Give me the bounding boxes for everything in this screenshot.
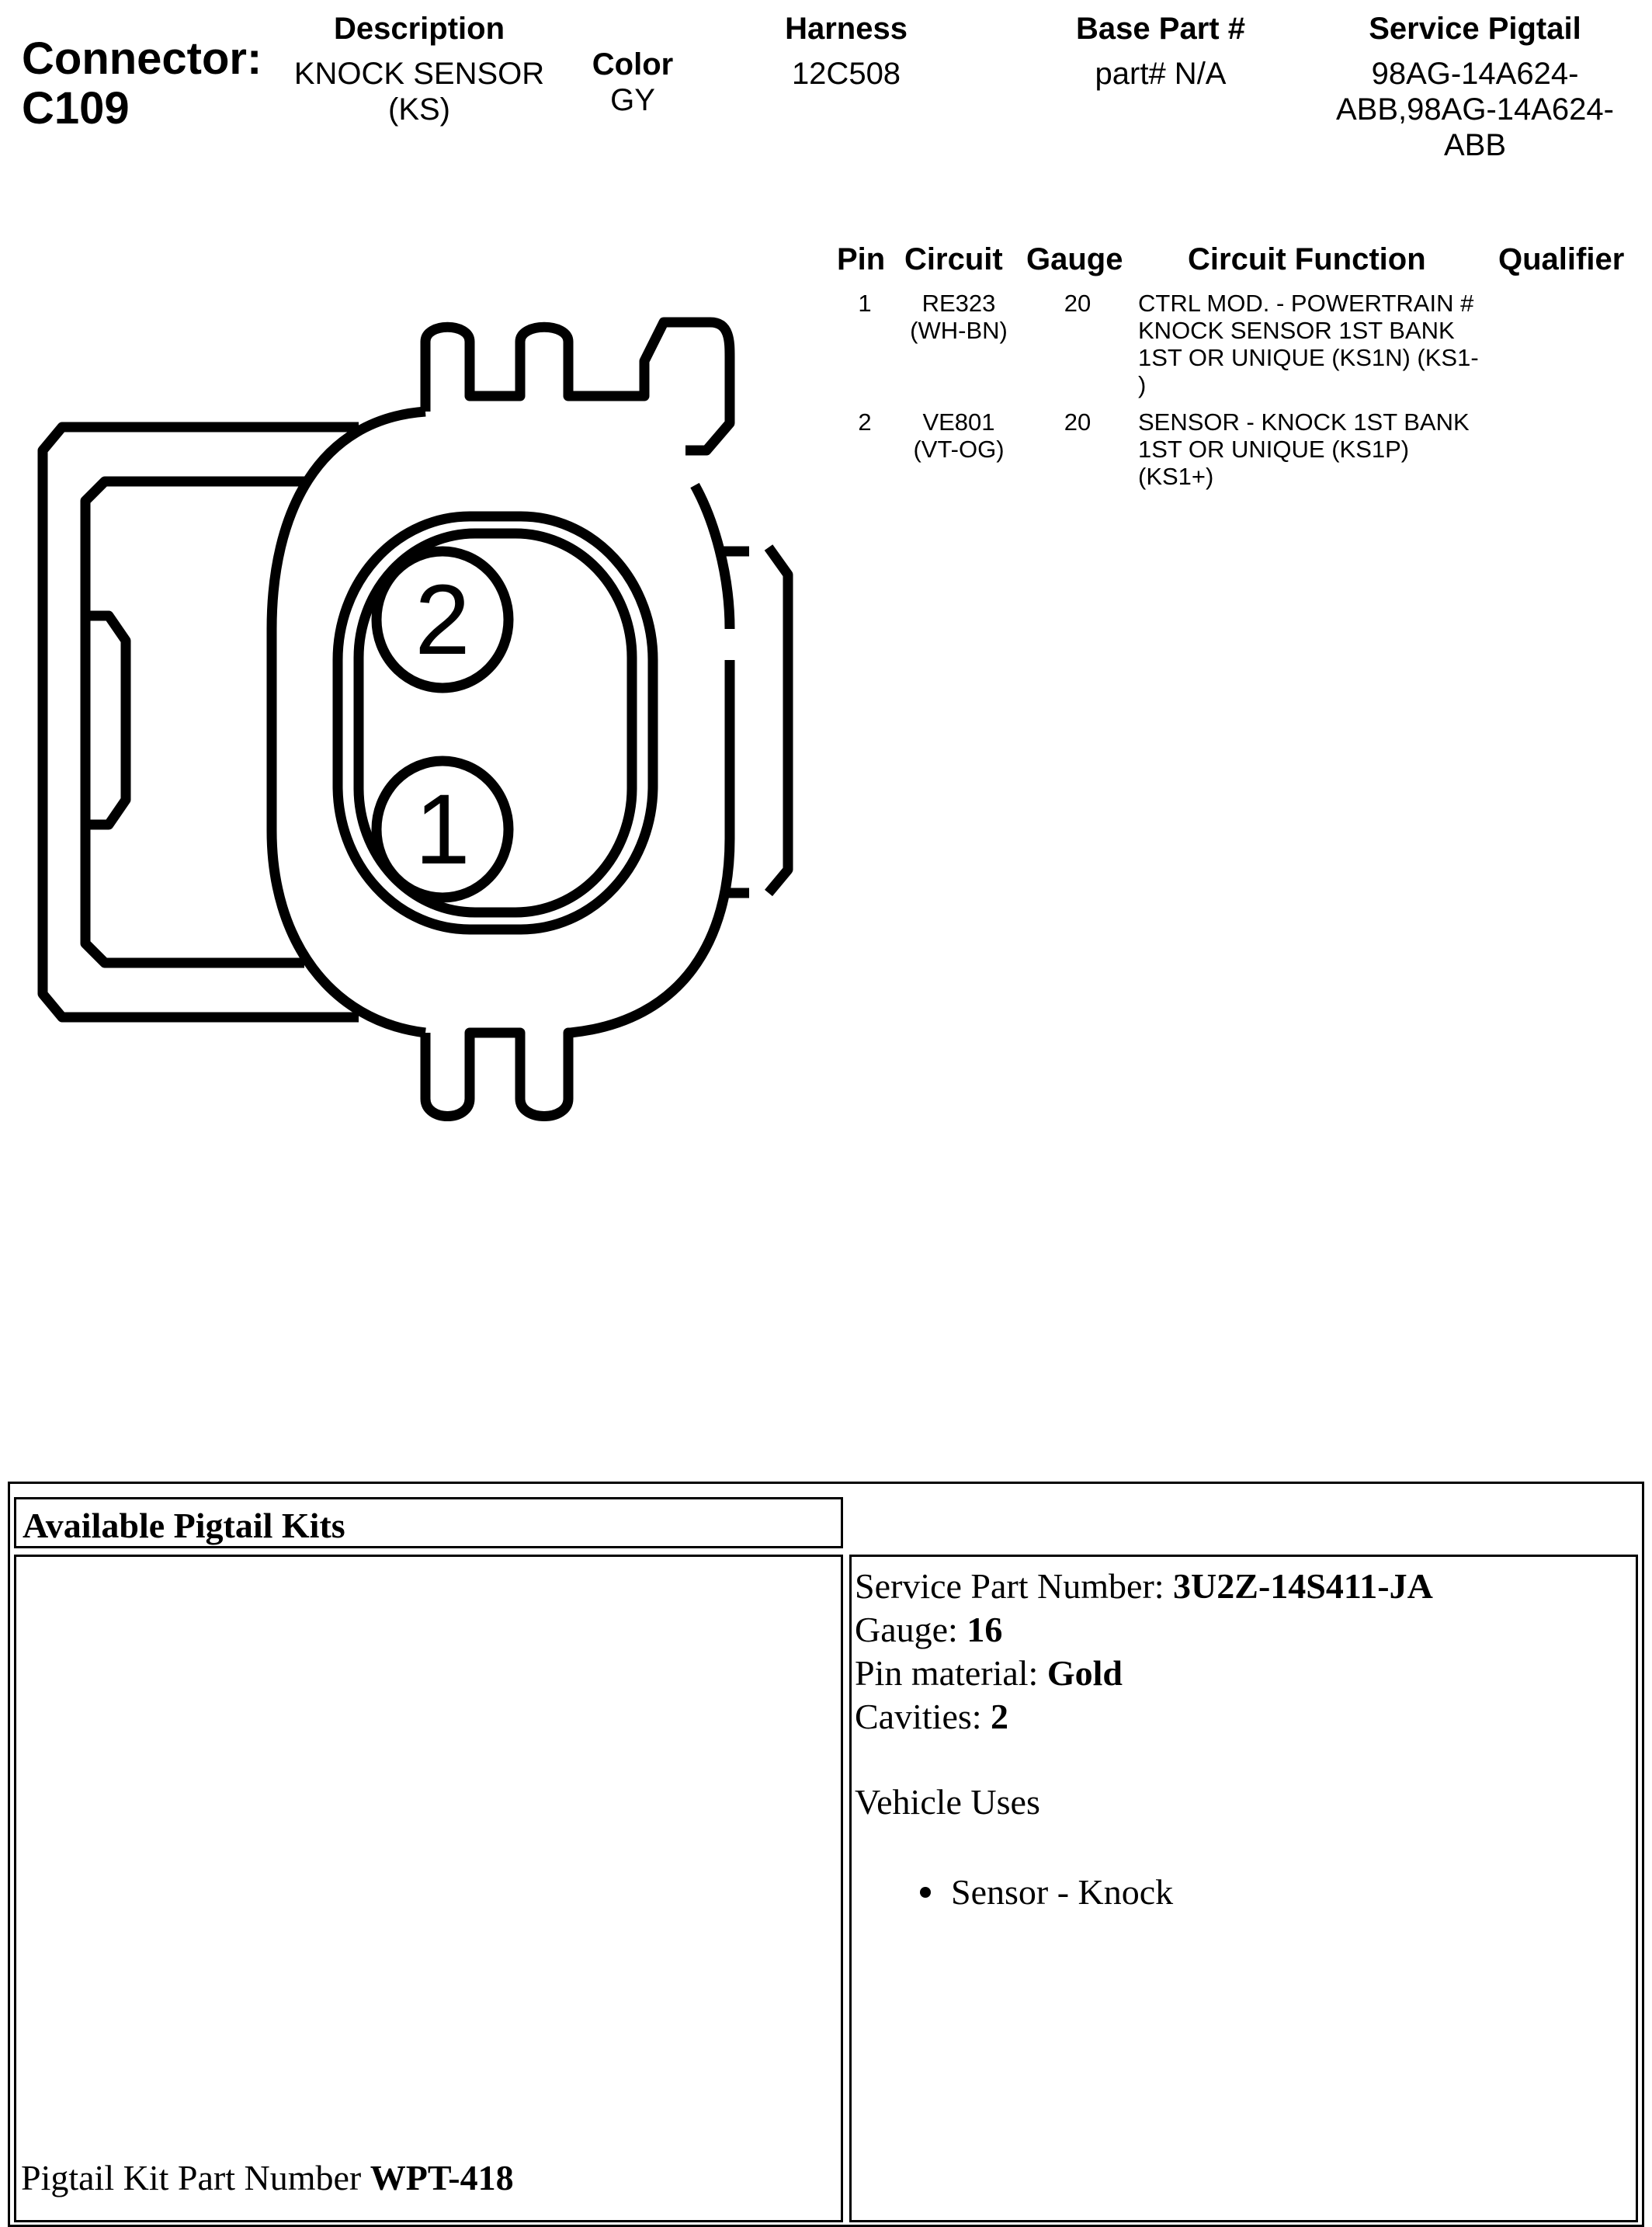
shell-left-edge [272, 412, 425, 1033]
row1-gauge: 20 [1064, 290, 1092, 317]
service-pigtail-column [1312, 11, 1638, 163]
row2-function-line: SENSOR - KNOCK 1ST BANK [1138, 408, 1470, 436]
qualifier-column-header: Qualifier [1498, 242, 1625, 276]
key-rail [769, 547, 788, 893]
circuit-function-column-header: Circuit Function [1188, 242, 1426, 276]
base-part-value: part# N/A [1095, 57, 1227, 91]
row1-function [1138, 290, 1495, 398]
row1-circuit-id: RE323 [921, 290, 996, 317]
row1-function-line: ) [1138, 371, 1147, 398]
pigtail-kit-part-number [21, 2156, 514, 2200]
pin-material-value: Gold [1046, 1653, 1123, 1693]
row1-function-line: KNOCK SENSOR 1ST BANK [1138, 317, 1455, 344]
pin-material-info [855, 1652, 1633, 1695]
description-header: Description [333, 12, 505, 46]
row2-pin: 2 [858, 408, 872, 436]
harness-header: Harness [785, 12, 908, 46]
vehicle-uses-label: Vehicle Uses [855, 1782, 1040, 1822]
connector-id: C109 [22, 83, 130, 134]
row1-circuit-color: (WH-BN) [910, 317, 1008, 344]
row2-circuit-color: (VT-OG) [913, 436, 1005, 463]
pin-2-label: 2 [415, 565, 470, 676]
row1-function-line: 1ST OR UNIQUE (KS1N) (KS1- [1138, 344, 1479, 371]
pigtail-kit-cell [14, 1555, 843, 2222]
pigtail-kits-title: Available Pigtail Kits [14, 1497, 843, 1548]
service-pigtail-value-line3: ABB [1443, 128, 1507, 162]
vehicle-use-text: Sensor - Knock [951, 1872, 1174, 1912]
row2-function [1138, 408, 1495, 490]
service-pigtail-header: Service Pigtail [1369, 12, 1581, 46]
connector-title [22, 34, 262, 134]
harness-column [741, 11, 951, 92]
row2-function-line: 1ST OR UNIQUE (KS1P) [1138, 436, 1410, 463]
cavities-info [855, 1695, 1633, 1739]
cavities-value: 2 [991, 1697, 1009, 1736]
connector-title-line1: Connector: [22, 33, 262, 84]
row2-circuit-id: VE801 [922, 408, 995, 436]
shell-bottom-tabs [425, 1033, 571, 1117]
row2-circuit [893, 408, 1025, 463]
row1-pin: 1 [858, 290, 872, 317]
vehicle-use-item [855, 1871, 1633, 1914]
service-pigtail-value-line2: ABB,98AG-14A624- [1336, 92, 1614, 127]
shell-top-tabs [425, 322, 730, 450]
base-part-header: Base Part # [1076, 12, 1245, 46]
gauge-value: 16 [967, 1610, 1003, 1649]
connector-face-diagram [0, 295, 823, 1141]
gauge-info [855, 1608, 1633, 1652]
color-value: GY [610, 83, 655, 117]
bullet-icon [920, 1887, 931, 1898]
row2-gauge: 20 [1064, 408, 1092, 436]
pin-1-label: 1 [415, 774, 470, 885]
shell-right-upper [695, 485, 730, 629]
description-value-line1: KNOCK SENSOR [293, 57, 545, 91]
harness-value: 12C508 [791, 57, 901, 91]
gauge-column-header: Gauge [1026, 242, 1123, 276]
latch-tab [87, 616, 126, 825]
description-value-line2: (KS) [388, 92, 450, 127]
service-part-value: 3U2Z-14S411-JA [1173, 1566, 1433, 1606]
gauge-label: Gauge: [855, 1610, 967, 1649]
color-column [571, 47, 695, 118]
row2-function-line: (KS1+) [1138, 463, 1214, 490]
row1-function-line: CTRL MOD. - POWERTRAIN # [1138, 290, 1474, 317]
pin-material-label: Pin material: [855, 1653, 1047, 1693]
row1-circuit [893, 290, 1025, 344]
service-part-label: Service Part Number: [855, 1566, 1174, 1606]
circuit-column-header: Circuit [904, 242, 1003, 276]
cavity-inner-border [359, 533, 632, 912]
color-header: Color [592, 47, 674, 82]
pin-column-header: Pin [837, 242, 886, 276]
base-part-column [1044, 11, 1277, 92]
service-part-number [855, 1565, 1633, 1608]
kit-label: Pigtail Kit Part Number [21, 2158, 370, 2197]
service-pigtail-value-line1: 98AG-14A624- [1371, 57, 1579, 91]
pigtail-info-cell [849, 1555, 1638, 2222]
kit-value: WPT-418 [370, 2158, 514, 2197]
cavities-label: Cavities: [855, 1697, 991, 1736]
description-column [279, 11, 559, 127]
